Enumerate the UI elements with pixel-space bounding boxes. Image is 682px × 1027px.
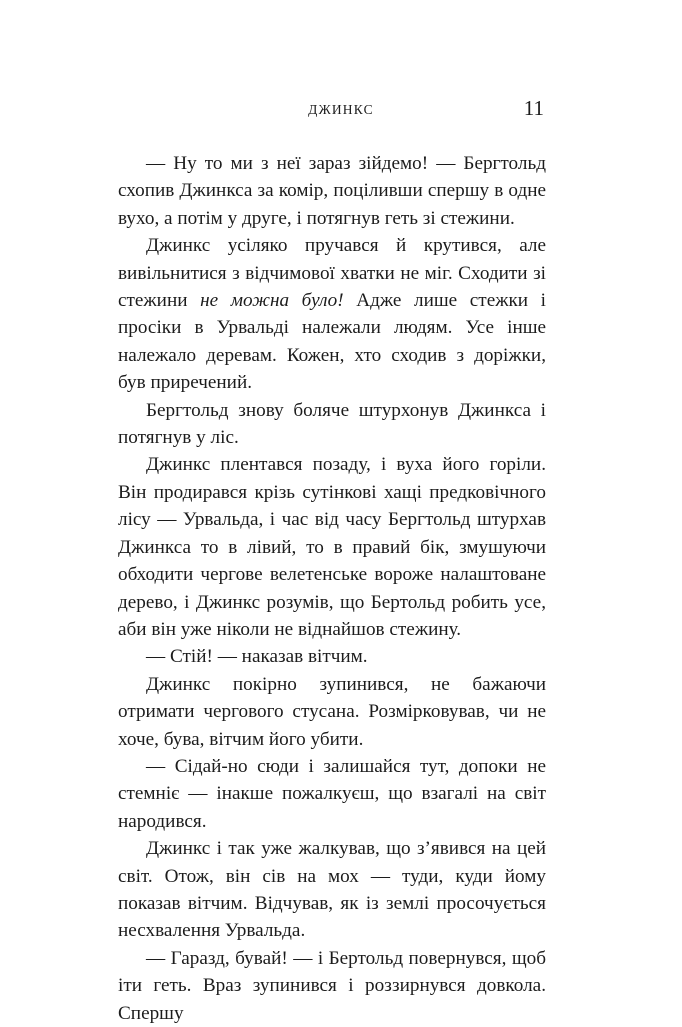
paragraph-3: Бергтольд знову боляче штурхонув Джинкса і потягнув у ліс.	[118, 399, 546, 449]
paragraph-8: Джинкс і так уже жалкував, що з’явився на цей світ. Отож, він сів на мох — туди, куди йому показав вітчим. Відчував, як із землі просочується несхвалення Урвальда.	[118, 838, 546, 942]
paragraph-7: — Сідай-но сюди і залишайся тут, допоки не стемніє — інакше пожалкуєш, що взагалі на світ народився.	[118, 755, 546, 832]
body-text	[118, 150, 546, 1027]
page-number: 11	[523, 96, 544, 120]
running-head	[0, 96, 682, 120]
paragraph-5: — Стій! — наказав вітчим.	[146, 646, 368, 668]
italic-emphasis: не можна було!	[200, 290, 344, 312]
paragraph-2: Джинкс усіляко пручався й крутився, але вивільнитися з відчимової хватки не міг. Сходити зі стежини не можна було! Адже лише стежки і просіки в Урвальді належали людям. Усе інше належало деревам. Кожен, хто сходив з доріжки, був приречений.	[118, 235, 546, 394]
paragraph-1: — Ну то ми з неї зараз зійдемо! — Бергтольд схопив Джинкса за комір, поціливши спершу в одне вухо, а потім у друге, і потягнув геть зі стежини.	[118, 153, 546, 229]
paragraph-4: Джинкс плентався позаду, і вуха його горіли. Він продирався крізь сутінкові хащі предковічного лісу — Урвальда, і час від часу Бергтольд штурхав Джинкса то в лівий, то в правий бік, змушуючи обходити чергове велетенське вороже налаштоване дерево, і Джинкс розумів, що Бертольд робить усе, аби він уже ніколи не віднайшов стежину.	[118, 454, 546, 640]
paragraph-6: Джинкс покірно зупинився, не бажаючи отримати чергового стусана. Розмірковував, чи не хоче, бува, вітчим його убити.	[118, 673, 546, 750]
running-title: ДЖИНКС	[308, 102, 374, 117]
paragraph-9: — Гаразд, бувай! — і Бертольд повернувся, щоб іти геть. Враз зупинився і роззирнувся довкола. Спершу	[118, 947, 546, 1024]
